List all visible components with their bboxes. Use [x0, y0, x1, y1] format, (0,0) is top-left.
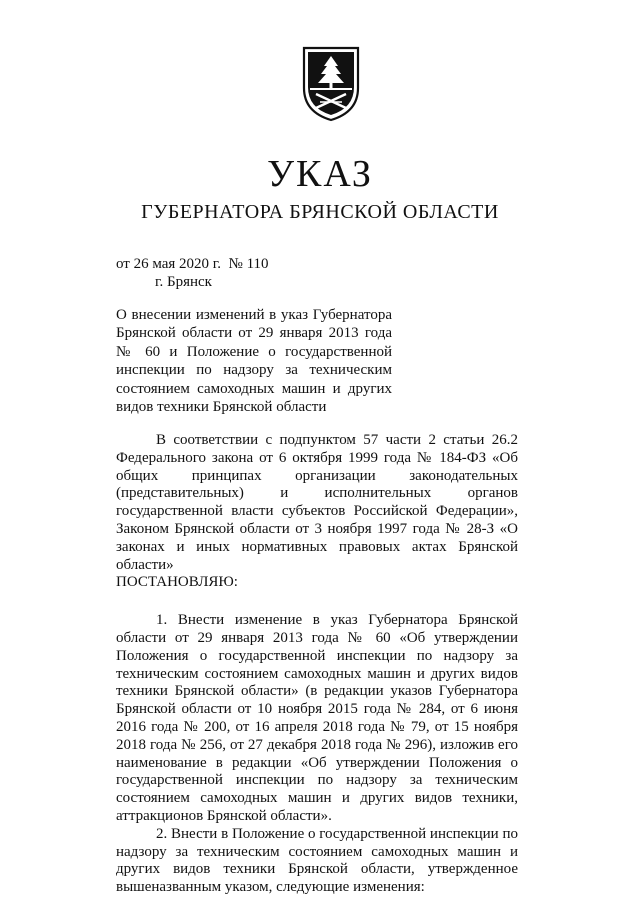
decree-keyword: ПОСТАНОВЛЯЮ:	[116, 574, 238, 591]
bryansk-coat-of-arms-icon	[298, 42, 364, 124]
document-title: УКАЗ	[267, 153, 373, 195]
decree-subject: О внесении изменений в указ Губернатора Брянской области от 29 января 2013 года № 60 и Положение о государственной инспекции по надзору за техническим состоянием самоходных машин и других видов техники Брянской области	[116, 307, 392, 416]
item-1-paragraph: 1. Внести изменение в указ Губернатора Брянской области от 29 января 2013 года № 60 «Об утверждении Положения о государственной инспекции по надзору за техническим состоянием самоходных машин и других видов техники Брянской области» (в редакции указов Губернатора Брянской области от 10 ноября 2015 года № 284, от 6 июня 2016 года № 200, от 16 апреля 2018 года № 79, от 15 ноября 2018 года № 256, от 27 декабря 2018 года № 296), изложив его наименование в редакции «Об утверждении Положения о государственной инспекции по надзору за техническим состоянием самоходных машин и других видов техники, аттракционов Брянской области».	[116, 612, 518, 824]
item-2-paragraph: 2. Внести в Положение о государственной инспекции по надзору за техническим состоянием самоходных машин и других видов техники Брянской области, утвержденное вышеназванным указом, следующие изменения:	[116, 825, 518, 896]
document-subtitle: ГУБЕРНАТОРА БРЯНСКОЙ ОБЛАСТИ	[141, 201, 499, 223]
decree-body	[116, 432, 518, 897]
preamble-paragraph: В соответствии с подпунктом 57 части 2 статьи 26.2 Федерального закона от 6 октября 1999 года № 184-ФЗ «Об общих принципах организации законодательных (представительных) и исполнительных органов государственной власти субъектов Российской Федерации», Законом Брянской области от 3 ноября 1997 года № 28-З «О законах и иных нормативных правовых актах Брянской области»	[116, 432, 518, 573]
decree-date-number: от 26 мая 2020 г. № 110	[116, 256, 269, 272]
decree-place: г. Брянск	[155, 274, 212, 290]
